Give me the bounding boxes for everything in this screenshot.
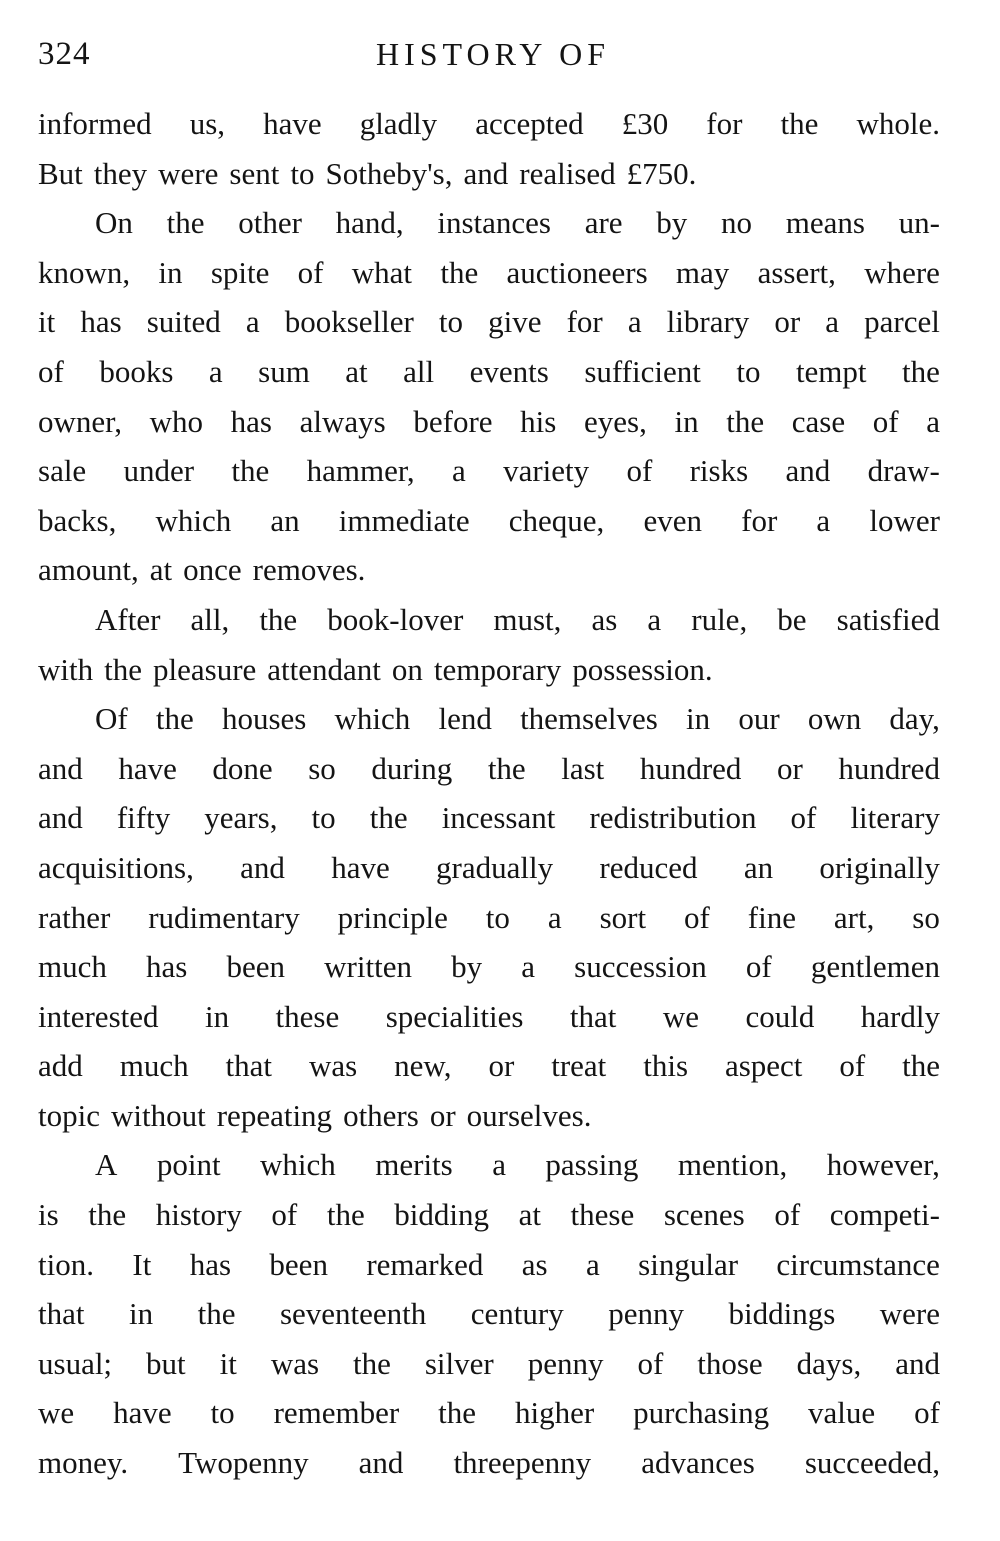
- text-line: [38, 1289, 940, 1339]
- word: or: [429, 1097, 456, 1133]
- word: others: [343, 1097, 419, 1133]
- word: treat: [551, 1048, 607, 1084]
- word: backs,: [38, 502, 117, 538]
- word: to: [485, 899, 510, 935]
- word: the: [487, 750, 526, 786]
- word: spite: [210, 254, 270, 290]
- word: this: [643, 1048, 689, 1084]
- text-line: [38, 99, 940, 149]
- word: much: [119, 1048, 189, 1084]
- word: history: [155, 1197, 242, 1233]
- word: a: [825, 304, 840, 340]
- word: succession: [574, 949, 707, 985]
- word: themselves: [520, 701, 658, 737]
- word: of: [684, 899, 710, 935]
- word: the: [166, 205, 205, 241]
- word: have: [263, 106, 322, 141]
- word: new,: [394, 1048, 452, 1084]
- word: of: [637, 1345, 664, 1381]
- word: for: [566, 304, 603, 340]
- word: satisfied: [836, 601, 940, 637]
- word: Sotheby's,: [325, 155, 453, 191]
- word: or: [776, 750, 803, 786]
- word: hammer,: [306, 453, 415, 489]
- word: in: [686, 701, 711, 737]
- word: the: [440, 254, 479, 290]
- word: to: [210, 1395, 235, 1431]
- word: for: [741, 502, 778, 538]
- word: succeeded,: [804, 1445, 940, 1481]
- word: always: [299, 403, 386, 439]
- word: an: [743, 849, 774, 885]
- word: which: [155, 502, 232, 538]
- word: in: [204, 998, 230, 1034]
- word: means: [785, 205, 865, 241]
- text-line: [38, 744, 940, 794]
- word: and: [38, 750, 83, 786]
- word: the: [726, 403, 765, 439]
- word: hardly: [860, 998, 940, 1034]
- word: gladly: [359, 106, 438, 141]
- word: so: [308, 750, 336, 786]
- word: topic: [38, 1097, 100, 1133]
- word: immediate: [338, 502, 470, 538]
- word: rudimentary: [148, 899, 300, 935]
- word: that: [225, 1048, 273, 1084]
- word: biddings: [728, 1296, 836, 1332]
- word: we: [662, 998, 699, 1034]
- word: of: [872, 403, 899, 439]
- text-line: [38, 1091, 940, 1141]
- word: ourselves.: [466, 1097, 592, 1133]
- word: £750.: [626, 155, 697, 191]
- text-line: [38, 843, 940, 893]
- text-line: [38, 1140, 940, 1190]
- word: to: [736, 353, 761, 389]
- word: possession.: [572, 651, 713, 687]
- word: and: [358, 1445, 404, 1481]
- word: eyes,: [584, 403, 647, 439]
- word: aspect: [724, 1048, 803, 1084]
- word: without: [111, 1097, 206, 1133]
- word: at: [149, 552, 173, 588]
- word: reduced: [599, 849, 698, 885]
- word: interested: [38, 998, 159, 1034]
- word: bidding: [394, 1197, 490, 1233]
- word: competi-: [829, 1197, 940, 1233]
- word: give: [488, 304, 542, 340]
- word: on: [391, 651, 423, 687]
- word: temporary: [433, 651, 562, 687]
- word: sort: [599, 899, 647, 935]
- word: but: [146, 1345, 186, 1381]
- word: was: [308, 1048, 358, 1084]
- word: known,: [38, 254, 131, 290]
- word: higher: [514, 1395, 595, 1431]
- text-line: [38, 992, 940, 1042]
- word: advances: [641, 1445, 755, 1481]
- word: of: [790, 800, 817, 836]
- word: a: [245, 304, 260, 340]
- word: done: [212, 750, 273, 786]
- word: sum: [258, 353, 310, 389]
- word: the: [259, 601, 298, 637]
- word: has: [146, 949, 188, 985]
- word: pleasure: [153, 651, 257, 687]
- word: singular: [638, 1246, 739, 1282]
- word: where: [864, 254, 940, 290]
- word: those: [697, 1345, 763, 1381]
- word: were: [158, 155, 219, 191]
- body-text: [38, 99, 940, 1488]
- word: day,: [889, 701, 940, 737]
- word: informed: [38, 106, 152, 141]
- word: days,: [796, 1345, 862, 1381]
- word: to: [438, 304, 464, 340]
- word: whole.: [856, 106, 940, 141]
- word: his: [520, 403, 557, 439]
- word: in: [128, 1296, 154, 1332]
- word: could: [745, 998, 815, 1034]
- word: us,: [189, 106, 226, 141]
- word: own: [807, 701, 862, 737]
- word: sale: [38, 453, 87, 489]
- word: may: [675, 254, 730, 290]
- word: in: [158, 254, 183, 290]
- text-line: [38, 149, 940, 199]
- word: realised: [519, 155, 616, 191]
- word: of: [745, 949, 772, 985]
- word: the: [369, 800, 408, 836]
- word: circumstance: [776, 1246, 940, 1282]
- text-line: [38, 1190, 940, 1240]
- word: have: [331, 849, 390, 885]
- word: the: [902, 1048, 940, 1084]
- text-line: [38, 1339, 940, 1389]
- word: lower: [869, 502, 940, 538]
- word: the: [104, 651, 142, 687]
- text-line: [38, 297, 940, 347]
- text-line: [38, 893, 940, 943]
- word: parcel: [864, 304, 940, 340]
- word: After: [95, 601, 161, 637]
- word: add: [38, 1048, 83, 1084]
- word: have: [113, 1395, 172, 1431]
- word: auctioneers: [506, 254, 648, 290]
- word: are: [584, 205, 623, 241]
- word: the: [780, 106, 819, 141]
- text-line: [38, 1041, 940, 1091]
- word: they: [93, 155, 148, 191]
- word: which: [260, 1147, 336, 1183]
- word: was: [270, 1345, 320, 1381]
- word: of: [38, 353, 64, 389]
- word: removes.: [252, 552, 366, 588]
- word: the: [438, 1395, 477, 1431]
- word: It: [132, 1246, 152, 1282]
- word: as: [591, 601, 618, 637]
- word: usual;: [38, 1345, 113, 1381]
- word: that: [569, 998, 617, 1034]
- text-line: [38, 496, 940, 546]
- word: the: [326, 1197, 365, 1233]
- word: assert,: [757, 254, 836, 290]
- word: a: [647, 601, 662, 637]
- word: must,: [493, 601, 562, 637]
- word: A: [95, 1147, 118, 1183]
- word: the: [197, 1296, 236, 1332]
- word: the: [231, 453, 270, 489]
- text-line: [38, 545, 940, 595]
- word: however,: [826, 1147, 940, 1183]
- word: been: [269, 1246, 328, 1282]
- word: attendant: [267, 651, 381, 687]
- text-line: [38, 347, 940, 397]
- word: and: [38, 800, 83, 836]
- word: a: [816, 502, 831, 538]
- word: and: [463, 155, 509, 191]
- text-line: [38, 446, 940, 496]
- word: acquisitions,: [38, 849, 194, 885]
- word: purchasing: [633, 1395, 770, 1431]
- page-number: 324: [38, 36, 91, 72]
- word: a: [521, 949, 536, 985]
- word: or: [488, 1048, 515, 1084]
- text-line: [38, 793, 940, 843]
- word: tion.: [38, 1246, 94, 1282]
- word: instances: [437, 205, 551, 241]
- word: of: [774, 1197, 801, 1233]
- word: been: [226, 949, 286, 985]
- word: even: [643, 502, 702, 538]
- word: as: [521, 1246, 548, 1282]
- word: suited: [146, 304, 221, 340]
- word: of: [839, 1048, 866, 1084]
- word: of: [914, 1395, 940, 1431]
- word: has: [230, 403, 272, 439]
- word: principle: [337, 899, 448, 935]
- word: hand,: [335, 205, 404, 241]
- text-line: [38, 248, 940, 298]
- word: no: [721, 205, 752, 241]
- word: a: [547, 899, 562, 935]
- word: a: [627, 304, 642, 340]
- word: scenes: [663, 1197, 745, 1233]
- word: repeating: [216, 1097, 333, 1133]
- word: a: [208, 353, 223, 389]
- word: once: [183, 552, 242, 588]
- word: the: [353, 1345, 391, 1381]
- word: case: [791, 403, 846, 439]
- word: all,: [190, 601, 230, 637]
- word: fifty: [116, 800, 171, 836]
- word: before: [413, 403, 493, 439]
- word: a: [926, 403, 940, 439]
- word: amount,: [38, 552, 139, 588]
- word: under: [123, 453, 195, 489]
- word: sufficient: [584, 353, 701, 389]
- word: these: [275, 998, 340, 1034]
- word: by: [451, 949, 483, 985]
- word: originally: [819, 849, 940, 885]
- word: the: [902, 353, 940, 389]
- word: bookseller: [284, 304, 414, 340]
- word: library: [666, 304, 750, 340]
- word: incessant: [441, 800, 556, 836]
- word: during: [371, 750, 453, 786]
- word: books: [99, 353, 174, 389]
- word: and: [240, 849, 285, 885]
- word: seventeenth: [279, 1296, 427, 1332]
- word: or: [774, 304, 801, 340]
- word: century: [470, 1296, 564, 1332]
- word: hundred: [838, 750, 940, 786]
- word: passing: [545, 1147, 639, 1183]
- word: has: [189, 1246, 232, 1282]
- word: the: [155, 701, 194, 737]
- text-line: [38, 1438, 940, 1488]
- word: money.: [38, 1445, 129, 1481]
- word: have: [118, 750, 177, 786]
- word: owner,: [38, 403, 122, 439]
- text-line: [38, 645, 940, 695]
- word: cheque,: [508, 502, 605, 538]
- text-line: [38, 397, 940, 447]
- word: But: [38, 155, 83, 191]
- word: our: [738, 701, 780, 737]
- word: variety: [503, 453, 590, 489]
- word: houses: [221, 701, 307, 737]
- word: be: [777, 601, 807, 637]
- word: and: [895, 1345, 940, 1381]
- word: rule,: [691, 601, 748, 637]
- word: at: [518, 1197, 541, 1233]
- word: in: [674, 403, 699, 439]
- word: and: [785, 453, 831, 489]
- text-line: [38, 595, 940, 645]
- word: sent: [229, 155, 280, 191]
- text-line: [38, 694, 940, 744]
- word: threepenny: [453, 1445, 592, 1481]
- text-line: [38, 198, 940, 248]
- word: these: [570, 1197, 635, 1233]
- word: it: [38, 304, 56, 340]
- text-line: [38, 1388, 940, 1438]
- word: value: [808, 1395, 876, 1431]
- word: lend: [438, 701, 492, 737]
- word: is: [38, 1197, 59, 1233]
- text-line: [38, 942, 940, 992]
- word: written: [324, 949, 412, 985]
- word: with: [38, 651, 94, 687]
- word: a: [586, 1246, 600, 1282]
- word: merits: [375, 1147, 453, 1183]
- word: to: [290, 155, 315, 191]
- word: who: [149, 403, 204, 439]
- text-line: [38, 1240, 940, 1290]
- word: of: [297, 254, 324, 290]
- word: what: [351, 254, 413, 290]
- word: events: [469, 353, 549, 389]
- word: has: [80, 304, 122, 340]
- word: rather: [38, 899, 111, 935]
- word: On: [95, 205, 133, 241]
- word: tempt: [795, 353, 867, 389]
- word: by: [656, 205, 688, 241]
- word: silver: [424, 1345, 494, 1381]
- word: other: [238, 205, 302, 241]
- word: art,: [833, 899, 875, 935]
- word: £30: [621, 106, 669, 141]
- word: all: [403, 353, 435, 389]
- word: at: [345, 353, 368, 389]
- word: it: [219, 1345, 237, 1381]
- word: the: [88, 1197, 127, 1233]
- word: a: [452, 453, 466, 489]
- word: of: [271, 1197, 298, 1233]
- word: draw-: [867, 453, 940, 489]
- word: an: [270, 502, 300, 538]
- word: un-: [898, 205, 940, 241]
- word: penny: [527, 1345, 604, 1381]
- word: years,: [204, 800, 278, 836]
- word: much: [38, 949, 107, 985]
- word: to: [311, 800, 336, 836]
- word: so: [912, 899, 940, 935]
- word: that: [38, 1296, 85, 1332]
- word: penny: [608, 1296, 684, 1332]
- word: accepted: [475, 106, 584, 141]
- word: hundred: [639, 750, 742, 786]
- word: which: [334, 701, 411, 737]
- word: a: [492, 1147, 506, 1183]
- word: were: [879, 1296, 940, 1332]
- word: gradually: [436, 849, 554, 885]
- word: specialities: [385, 998, 524, 1034]
- word: for: [706, 106, 743, 141]
- word: of: [626, 453, 653, 489]
- word: point: [156, 1147, 221, 1183]
- word: remember: [273, 1395, 400, 1431]
- word: fine: [747, 899, 796, 935]
- word: we: [38, 1395, 75, 1431]
- word: literary: [850, 800, 940, 836]
- word: redistribution: [589, 800, 757, 836]
- word: gentlemen: [810, 949, 940, 985]
- running-head: HISTORY OF: [375, 36, 611, 72]
- word: Twopenny: [178, 1445, 309, 1481]
- word: mention,: [677, 1147, 788, 1183]
- word: book-lover: [327, 601, 464, 637]
- page-header: [38, 30, 940, 78]
- word: risks: [689, 453, 749, 489]
- word: remarked: [366, 1246, 484, 1282]
- word: Of: [95, 701, 128, 737]
- word: last: [561, 750, 605, 786]
